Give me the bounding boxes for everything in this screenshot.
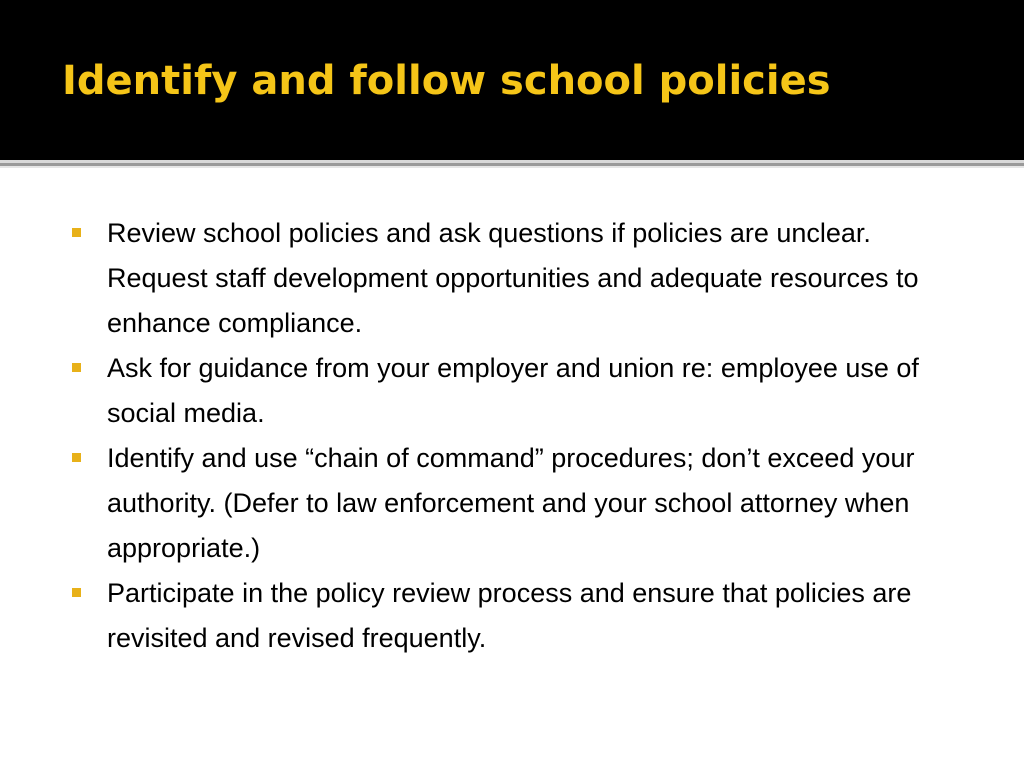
bullet-text: Participate in the policy review process and ensure that policies are revisited and revised frequently. [107,578,912,653]
square-bullet-icon [72,228,81,237]
square-bullet-icon [72,363,81,372]
slide-title: Identify and follow school policies [62,58,831,104]
square-bullet-icon [72,588,81,597]
bullet-item [72,211,962,346]
bullet-text: Identify and use “chain of command” procedures; don’t exceed your authority. (Defer to law enforcement and your school attorney when appropriate.) [107,443,915,563]
bullet-item [72,436,962,571]
bullet-item [72,346,962,436]
title-bar [0,0,1024,160]
square-bullet-icon [72,453,81,462]
bullet-text: Review school policies and ask questions if policies are unclear. Request staff development opportunities and adequate resources to enhance compliance. [107,218,919,338]
title-divider-fade [0,166,1024,168]
bullet-text: Ask for guidance from your employer and union re: employee use of social media. [107,353,919,428]
bullet-list [72,211,962,661]
bullet-item [72,571,962,661]
